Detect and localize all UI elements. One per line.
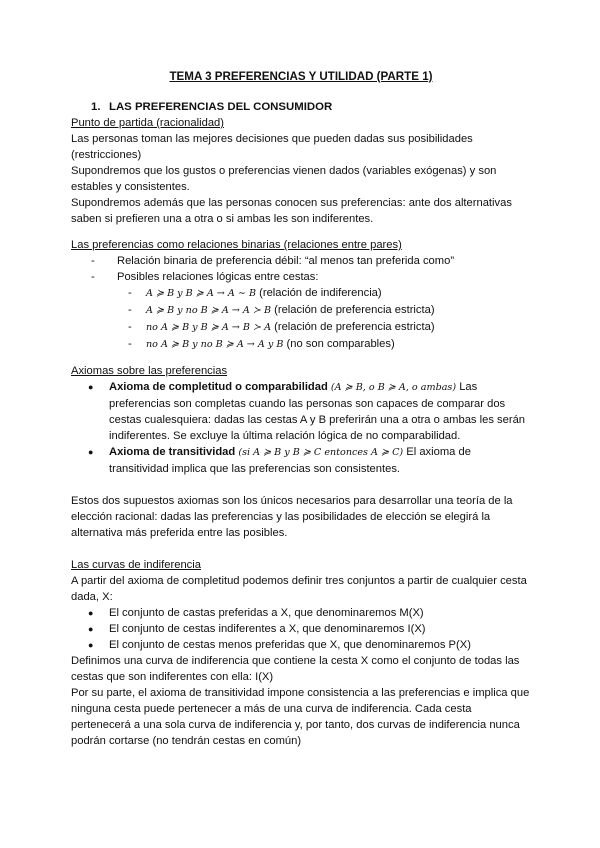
paragraph: A partir del axioma de completitud podemos definir tres conjuntos a partir de cualquier cesta dada, X:: [71, 575, 527, 603]
math-expression: (si A ≽ B y B ≽ C entonces A ≽ C): [238, 447, 404, 458]
list-item: - Posibles relaciones lógicas entre cestas:: [71, 269, 531, 285]
paragraph: Las personas toman las mejores decisiones que pueden dadas sus posibilidades (restricciones): [71, 133, 473, 161]
list-item: [71, 302, 531, 319]
subheading-curvas-indiferencia: Las curvas de indiferencia: [71, 559, 201, 571]
list-item: - Relación binaria de preferencia débil: “al menos tan preferida como”: [71, 253, 531, 269]
axiom-title: Axioma de transitividad: [109, 446, 236, 458]
relations-list: [71, 285, 531, 353]
list-item-text: (relación de indiferencia): [256, 287, 382, 299]
paragraph: Por su parte, el axioma de transitividad impone consistencia a las preferencias e implica que ninguna cesta puede pertenecer a más de una curva de indiferencia. Cada cesta pertenecerá a una sola curva de indiferencia y, por tanto, dos curvas de indiferencia nunca podrán cortarse (no tendrán cestas en común): [71, 687, 530, 747]
list-item-text: (relación de preferencia estricta): [271, 304, 435, 316]
list-item: [71, 336, 531, 353]
list-item: [71, 444, 531, 477]
list-item: [71, 379, 531, 444]
axiom-title: Axioma de completitud o comparabilidad: [109, 381, 328, 393]
subheading-relaciones-binarias: Las preferencias como relaciones binarias (relaciones entre pares): [71, 239, 402, 251]
dash-list: [71, 253, 531, 285]
section-heading: [91, 101, 531, 113]
list-item: [71, 285, 531, 302]
document-title: TEMA 3 PREFERENCIAS Y UTILIDAD (PARTE 1): [169, 70, 433, 83]
section-number: 1.: [91, 101, 101, 113]
paragraph: Supondremos que los gustos o preferencias vienen dados (variables exógenas) y son estables y consistentes.: [71, 165, 497, 193]
math-expression: (A ≽ B, o B ≽ A, o ambas): [330, 382, 457, 393]
math-expression: A ≽ B y B ≽ A → A ∼ B: [146, 288, 257, 299]
sets-list: [71, 605, 531, 653]
list-item: ● El conjunto de cestas menos preferidas que X, que denominaremos P(X): [71, 637, 531, 653]
list-item: [71, 319, 531, 336]
paragraph: Estos dos supuestos axiomas son los únicos necesarios para desarrollar una teoría de la elección racional: dadas las preferencias y las posibilidades de elección se elegirá la alternativa más preferida entre las posibles.: [71, 495, 513, 539]
section-title: LAS PREFERENCIAS DEL CONSUMIDOR: [109, 101, 333, 113]
axiom-text: El axioma de transitividad implica que las preferencias son consistentes.: [109, 446, 471, 475]
math-expression: A ≽ B y no B ≽ A → A ≻ B: [146, 305, 272, 316]
subheading-punto-partida: Punto de partida (racionalidad): [71, 117, 224, 129]
math-expression: no A ≽ B y B ≽ A → B ≻ A: [146, 322, 272, 333]
list-item-text: (no son comparables): [283, 338, 395, 350]
subheading-axiomas: Axiomas sobre las preferencias: [71, 365, 228, 377]
axiom-text: Las preferencias son completas cuando las personas son capaces de comparar dos cestas cualesquiera: dadas las cestas A y B preferirán una a otra o ambas les serán indiferentes. Se excluye la última relación lógica de no comparabilidad.: [109, 381, 526, 442]
math-expression: no A ≽ B y no B ≽ A → A y B: [146, 339, 284, 350]
axioms-list: [71, 379, 531, 477]
paragraph: Supondremos además que las personas conocen sus preferencias: ante dos alternativas saben si prefieren una a otra o si ambas les son indiferentes.: [71, 197, 512, 225]
list-item: ● El conjunto de castas preferidas a X, que denominaremos M(X): [71, 605, 531, 621]
list-item-text: (relación de preferencia estricta): [271, 321, 435, 333]
list-item: ● El conjunto de cestas indiferentes a X, que denominaremos I(X): [71, 621, 531, 637]
document-page: [71, 70, 531, 749]
paragraph: Definimos una curva de indiferencia que contiene la cesta X como el conjunto de todas las cestas que son indiferentes con ella: I(X): [71, 655, 520, 683]
